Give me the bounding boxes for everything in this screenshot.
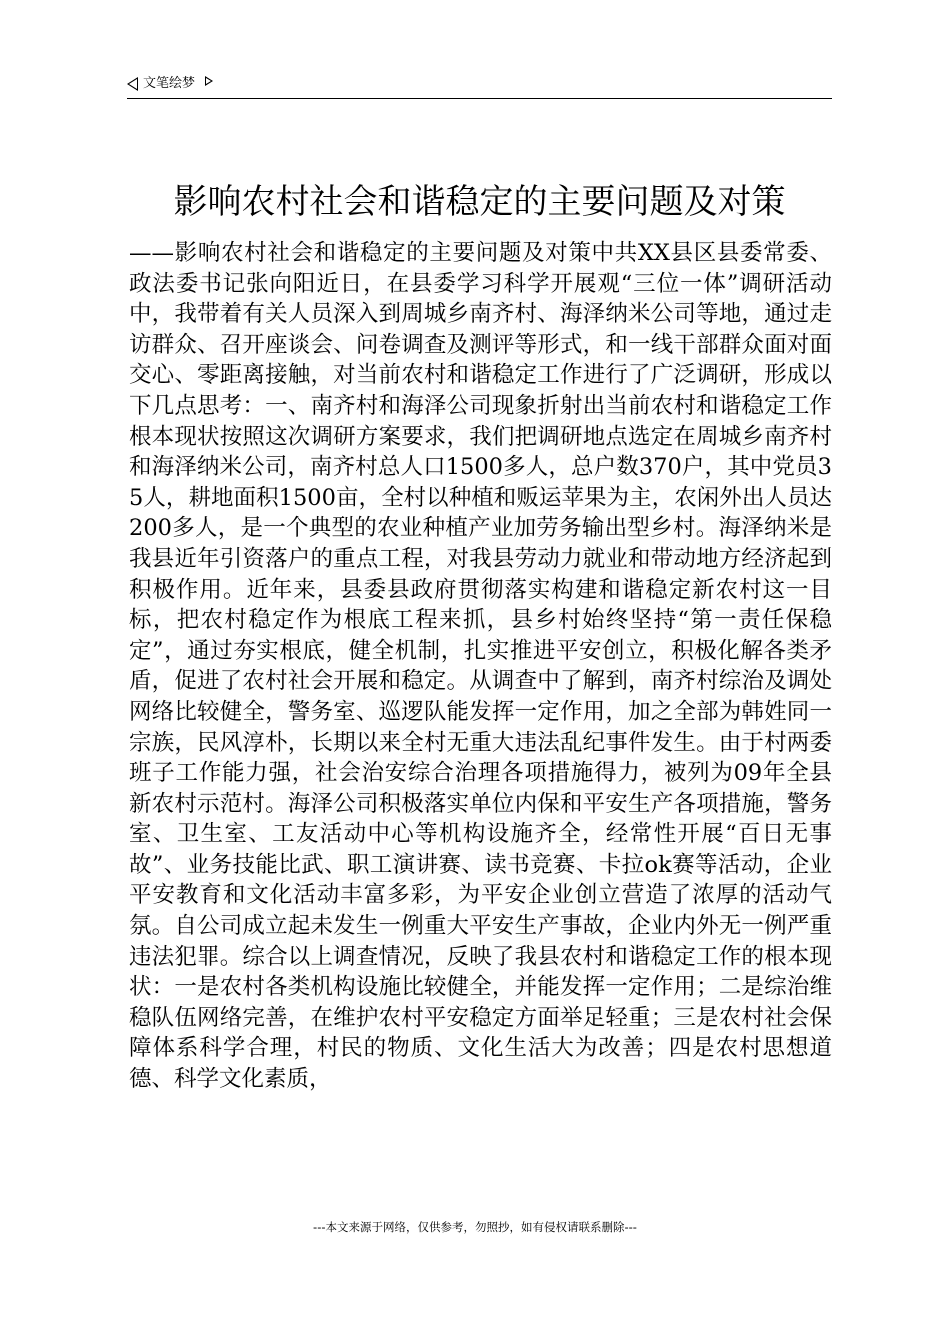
- header-brand: [127, 76, 213, 92]
- brand-label: 文笔绘梦: [143, 76, 196, 91]
- page-header: [127, 74, 832, 99]
- document-body: ——影响农村社会和谐稳定的主要问题及对策中共XX县区县委常委、政法委书记张向阳近日，在县委学习科学开展观“三位一体”调研活动中，我带着有关人员深入到周城乡南齐村、海泽纳米公司等地，通过走访群众、召开座谈会、问卷调查及测评等形式，和一线干部群众面对面交心、零距离接触，对当前农村和谐稳定工作进行了广泛调研，形成以下几点思考：一、南齐村和海泽公司现象折射出当前农村和谐稳定工作根本现状按照这次调研方案要求，我们把调研地点选定在周城乡南齐村和海泽纳米公司，南齐村总人口1500多人，总户数370户，其中党员35人，耕地面积1500亩，全村以种植和贩运苹果为主，农闲外出人员达200多人，是一个典型的农业种植产业加劳务输出型乡村。海泽纳米是我县近年引资落户的重点工程，对我县劳动力就业和带动地方经济起到积极作用。近年来，县委县政府贯彻落实构建和谐稳定新农村这一目标，把农村稳定作为根底工程来抓，县乡村始终坚持“第一责任保稳定”，通过夯实根底，健全机制，扎实推进平安创立，积极化解各类矛盾，促进了农村社会开展和稳定。从调查中了解到，南齐村综治及调处网络比较健全，警务室、巡逻队能发挥一定作用，加之全部为韩姓同一宗族，民风淳朴，长期以来全村无重大违法乱纪事件发生。由于村两委班子工作能力强，社会治安综合治理各项措施得力，被列为09年全县新农村示范村。海泽公司积极落实单位内保和平安生产各项措施，警务室、卫生室、工友活动中心等机构设施齐全，经常性开展“百日无事故”、业务技能比武、职工演讲赛、读书竞赛、卡拉ok赛等活动，企业平安教育和文化活动丰富多彩，为平安企业创立营造了浓厚的活动气氛。自公司成立起未发生一例重大平安生产事故，企业内外无一例严重违法犯罪。综合以上调查情况，反映了我县农村和谐稳定工作的根本现状：一是农村各类机构设施比较健全，并能发挥一定作用；二是综治维稳队伍网络完善，在维护农村平安稳定方面举足轻重；三是农村社会保障体系科学合理，村民的物质、文化生活大为改善；四是农村思想道德、科学文化素质，: [129, 240, 832, 1093]
- triangle-right-icon: [205, 76, 213, 86]
- triangle-left-icon: [127, 77, 138, 91]
- footer-notice: ---本文来源于网络，仅供参考，勿照抄，如有侵权请联系删除---: [313, 1220, 637, 1234]
- document-title: 影响农村社会和谐稳定的主要问题及对策: [173, 182, 786, 222]
